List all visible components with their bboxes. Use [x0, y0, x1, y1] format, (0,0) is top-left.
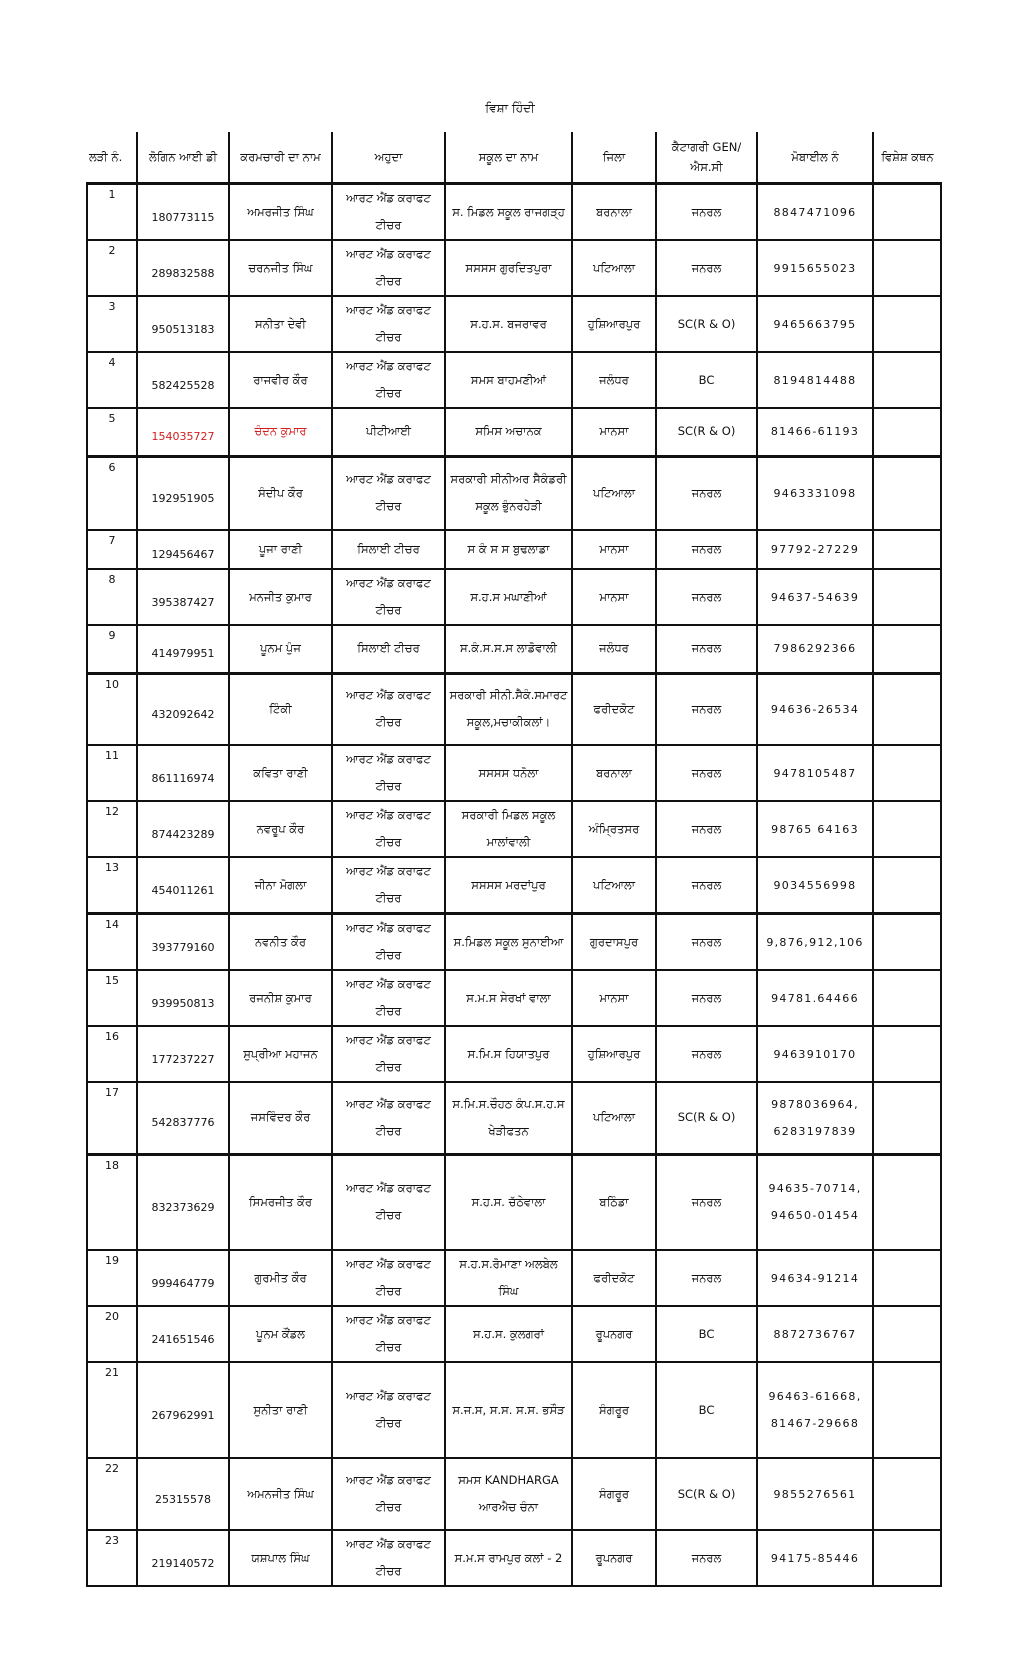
row-serial-number: 12 — [87, 801, 137, 857]
row-login-id: 874423289 — [137, 801, 229, 857]
row-login-id: 25315578 — [137, 1458, 229, 1530]
row-district: ਫਰੀਦਕੋਟ — [572, 1250, 656, 1306]
row-school-name: ਸ.ਜ.ਸ, ਸ.ਸ. ਸ.ਸ. ਭਸੌੜ — [445, 1362, 572, 1458]
row-employee-name: ਸਿਮਰਜੀਤ ਕੌਰ — [229, 1154, 332, 1250]
row-district: ਬਰਨਾਲਾ — [572, 745, 656, 801]
row-serial-number: 14 — [87, 914, 137, 971]
row-serial-number: 11 — [87, 745, 137, 801]
row-login-id: 939950813 — [137, 970, 229, 1026]
row-post: ਆਰਟ ਐਂਡ ਕਰਾਫਟ ਟੀਚਰ — [332, 914, 445, 971]
table-row — [87, 296, 941, 352]
row-login-id: 393779160 — [137, 914, 229, 971]
row-serial-number: 6 — [87, 456, 137, 530]
row-serial-number: 16 — [87, 1026, 137, 1082]
table-row — [87, 1306, 941, 1362]
row-school-name: ਸ.ਹ.ਸ. ਚੱਠੇਵਾਲਾ — [445, 1154, 572, 1250]
row-serial-number: 17 — [87, 1082, 137, 1154]
row-remarks — [873, 1154, 941, 1250]
row-district: ਹੁਸ਼ਿਆਰਪੁਰ — [572, 296, 656, 352]
row-serial-number: 8 — [87, 569, 137, 625]
row-district: ਜਲੰਧਰ — [572, 625, 656, 673]
row-category: ਜਨਰਲ — [656, 970, 757, 1026]
row-login-id: 861116974 — [137, 745, 229, 801]
table-row — [87, 530, 941, 569]
staff-table — [86, 132, 942, 1587]
row-district: ਬਠਿੰਡਾ — [572, 1154, 656, 1250]
row-login-id: 832373629 — [137, 1154, 229, 1250]
row-employee-name: ਅਮਰਜੀਤ ਸਿੰਘ — [229, 184, 332, 241]
row-category: ਜਨਰਲ — [656, 801, 757, 857]
row-mobile: 81466-61193 — [757, 408, 873, 456]
row-category: ਜਨਰਲ — [656, 240, 757, 296]
row-category: ਜਨਰਲ — [656, 1154, 757, 1250]
row-category: ਜਨਰਲ — [656, 625, 757, 673]
row-remarks — [873, 456, 941, 530]
row-category: ਜਨਰਲ — [656, 184, 757, 241]
row-post: ਆਰਟ ਐਂਡ ਕਰਾਫਟ ਟੀਚਰ — [332, 1362, 445, 1458]
row-mobile: 8847471096 — [757, 184, 873, 241]
row-school-name: ਸਸਸਸ ਗੁਰਦਿਤਪੁਰਾ — [445, 240, 572, 296]
row-remarks — [873, 1458, 941, 1530]
row-school-name: ਸਰਕਾਰੀ ਸੀਨੀਅਰ ਸੈਕੰਡਰੀ ਸਕੂਲ ਭੁੰਨਰਹੇੜੀ — [445, 456, 572, 530]
row-remarks — [873, 408, 941, 456]
row-remarks — [873, 1530, 941, 1586]
table-row — [87, 673, 941, 745]
header-employee-name: ਕਰਮਚਾਰੀ ਦਾ ਨਾਮ — [229, 132, 332, 184]
table-row — [87, 569, 941, 625]
row-employee-name: ਜਸਵਿੰਦਰ ਕੌਰ — [229, 1082, 332, 1154]
row-login-id: 154035727 — [137, 408, 229, 456]
row-serial-number: 23 — [87, 1530, 137, 1586]
row-post: ਆਰਟ ਐਂਡ ਕਰਾਫਟ ਟੀਚਰ — [332, 184, 445, 241]
row-post: ਆਰਟ ਐਂਡ ਕਰਾਫਟ ਟੀਚਰ — [332, 352, 445, 408]
row-school-name: ਸਮਿਸ ਅਚਾਨਕ — [445, 408, 572, 456]
row-employee-name: ਯਸ਼ਪਾਲ ਸਿੰਘ — [229, 1530, 332, 1586]
row-post: ਆਰਟ ਐਂਡ ਕਰਾਫਟ ਟੀਚਰ — [332, 970, 445, 1026]
row-category: ਜਨਰਲ — [656, 569, 757, 625]
row-mobile: 8194814488 — [757, 352, 873, 408]
row-mobile: 9878036964, 6283197839 — [757, 1082, 873, 1154]
row-employee-name: ਰਾਜਵੀਰ ਕੌਰ — [229, 352, 332, 408]
row-remarks — [873, 1306, 941, 1362]
table-row — [87, 1082, 941, 1154]
row-mobile: 9463331098 — [757, 456, 873, 530]
row-district: ਸੰਗਰੂਰ — [572, 1362, 656, 1458]
row-category: ਜਨਰਲ — [656, 914, 757, 971]
row-login-id: 999464779 — [137, 1250, 229, 1306]
row-remarks — [873, 1362, 941, 1458]
row-employee-name: ਪੂਨਮ ਕੌਂਡਲ — [229, 1306, 332, 1362]
row-serial-number: 13 — [87, 857, 137, 914]
row-category: SC(R & O) — [656, 1458, 757, 1530]
table-row — [87, 745, 941, 801]
row-post: ਆਰਟ ਐਂਡ ਕਰਾਫਟ ਟੀਚਰ — [332, 240, 445, 296]
row-employee-name: ਨਵਰੂਪ ਕੌਰ — [229, 801, 332, 857]
row-category: ਜਨਰਲ — [656, 1026, 757, 1082]
row-post: ਆਰਟ ਐਂਡ ਕਰਾਫਟ ਟੀਚਰ — [332, 1250, 445, 1306]
row-post: ਸਿਲਾਈ ਟੀਚਰ — [332, 625, 445, 673]
row-serial-number: 10 — [87, 673, 137, 745]
row-login-id: 177237227 — [137, 1026, 229, 1082]
row-category: SC(R & O) — [656, 1082, 757, 1154]
row-school-name: ਸ.ਹ.ਸ. ਕੁਲਗਰਾਂ — [445, 1306, 572, 1362]
row-login-id: 414979951 — [137, 625, 229, 673]
row-post: ਆਰਟ ਐਂਡ ਕਰਾਫਟ ਟੀਚਰ — [332, 745, 445, 801]
header-mobile: ਮੋਬਾਈਲ ਨੰ — [757, 132, 873, 184]
table-row — [87, 1250, 941, 1306]
row-remarks — [873, 1082, 941, 1154]
header-school-name: ਸਕੂਲ ਦਾ ਨਾਮ — [445, 132, 572, 184]
header-serial-number: ਲੜੀ ਨੰ. — [87, 132, 137, 184]
row-school-name: ਸ.ਮ.ਸ ਰਾਮਪੁਰ ਕਲਾਂ - 2 — [445, 1530, 572, 1586]
row-login-id: 395387427 — [137, 569, 229, 625]
row-mobile: 94635-70714, 94650-01454 — [757, 1154, 873, 1250]
row-employee-name: ਚੰਦਨ ਕੁਮਾਰ — [229, 408, 332, 456]
row-remarks — [873, 857, 941, 914]
header-post: ਅਹੁਦਾ — [332, 132, 445, 184]
row-post: ਸਿਲਾਈ ਟੀਚਰ — [332, 530, 445, 569]
row-mobile: 9915655023 — [757, 240, 873, 296]
row-employee-name: ਪੂਨਮ ਪੁੰਜ — [229, 625, 332, 673]
row-remarks — [873, 745, 941, 801]
row-district: ਅੰਮ੍ਰਿਤਸਰ — [572, 801, 656, 857]
table-row — [87, 970, 941, 1026]
row-mobile: 7986292366 — [757, 625, 873, 673]
row-login-id: 192951905 — [137, 456, 229, 530]
row-district: ਮਾਨਸਾ — [572, 970, 656, 1026]
row-mobile: 96463-61668, 81467-29668 — [757, 1362, 873, 1458]
table-row — [87, 456, 941, 530]
row-school-name: ਸ.ਹ.ਸ. ਬਜਰਾਵਰ — [445, 296, 572, 352]
row-district: ਮਾਨਸਾ — [572, 569, 656, 625]
row-employee-name: ਮਨਜੀਤ ਕੁਮਾਰ — [229, 569, 332, 625]
row-serial-number: 18 — [87, 1154, 137, 1250]
row-employee-name: ਸਨੀਤਾ ਦੇਵੀ — [229, 296, 332, 352]
row-remarks — [873, 1250, 941, 1306]
row-employee-name: ਪੂਜਾ ਰਾਣੀ — [229, 530, 332, 569]
table-row — [87, 914, 941, 971]
row-school-name: ਸ ਕੰ ਸ ਸ ਬੁਢਲਾਡਾ — [445, 530, 572, 569]
row-category: ਜਨਰਲ — [656, 1530, 757, 1586]
row-category: BC — [656, 1362, 757, 1458]
row-employee-name: ਸੁਨੀਤਾ ਰਾਣੀ — [229, 1362, 332, 1458]
row-employee-name: ਟਿੰਕੀ — [229, 673, 332, 745]
row-serial-number: 19 — [87, 1250, 137, 1306]
row-remarks — [873, 240, 941, 296]
row-mobile: 97792-27229 — [757, 530, 873, 569]
row-login-id: 129456467 — [137, 530, 229, 569]
row-category: ਜਨਰਲ — [656, 456, 757, 530]
row-school-name: ਸਮਸ KANDHARGA ਆਰਐਚ ਚੰਨਾ — [445, 1458, 572, 1530]
row-district: ਪਟਿਆਲਾ — [572, 456, 656, 530]
row-remarks — [873, 970, 941, 1026]
row-mobile: 94636-26534 — [757, 673, 873, 745]
row-post: ਆਰਟ ਐਂਡ ਕਰਾਫਟ ਟੀਚਰ — [332, 569, 445, 625]
row-serial-number: 22 — [87, 1458, 137, 1530]
row-post: ਆਰਟ ਐਂਡ ਕਰਾਫਟ ਟੀਚਰ — [332, 1082, 445, 1154]
row-category: ਜਨਰਲ — [656, 530, 757, 569]
row-post: ਆਰਟ ਐਂਡ ਕਰਾਫਟ ਟੀਚਰ — [332, 1154, 445, 1250]
row-employee-name: ਰਜਨੀਸ਼ ਕੁਮਾਰ — [229, 970, 332, 1026]
row-employee-name: ਅਮਨਜੀਤ ਸਿੰਘ — [229, 1458, 332, 1530]
row-school-name: ਸ.ਮਿ.ਸ ਹਿਯਾਤਪੁਰ — [445, 1026, 572, 1082]
row-employee-name: ਚਰਨਜੀਤ ਸਿੰਘ — [229, 240, 332, 296]
row-district: ਹੁਸ਼ਿਆਰਪੁਰ — [572, 1026, 656, 1082]
row-post: ਆਰਟ ਐਂਡ ਕਰਾਫਟ ਟੀਚਰ — [332, 456, 445, 530]
row-post: ਪੀਟੀਆਈ — [332, 408, 445, 456]
row-school-name: ਸਸਸਸ ਮਰਦਾਂਪੁਰ — [445, 857, 572, 914]
row-serial-number: 2 — [87, 240, 137, 296]
row-school-name: ਸ. ਮਿਡਲ ਸਕੂਲ ਰਾਜਗੜ੍ਹ — [445, 184, 572, 241]
table-row — [87, 625, 941, 673]
row-mobile: 9034556998 — [757, 857, 873, 914]
row-serial-number: 3 — [87, 296, 137, 352]
row-serial-number: 9 — [87, 625, 137, 673]
row-mobile: 9465663795 — [757, 296, 873, 352]
row-employee-name: ਸੁਪ੍ਰੀਆ ਮਹਾਜਨ — [229, 1026, 332, 1082]
row-post: ਆਰਟ ਐਂਡ ਕਰਾਫਟ ਟੀਚਰ — [332, 1026, 445, 1082]
header-district: ਜਿਲਾ — [572, 132, 656, 184]
row-remarks — [873, 625, 941, 673]
row-mobile: 8872736767 — [757, 1306, 873, 1362]
row-login-id: 241651546 — [137, 1306, 229, 1362]
row-category: ਜਨਰਲ — [656, 673, 757, 745]
table-row — [87, 1362, 941, 1458]
row-district: ਪਟਿਆਲਾ — [572, 857, 656, 914]
row-login-id: 267962991 — [137, 1362, 229, 1458]
row-remarks — [873, 569, 941, 625]
row-category: BC — [656, 352, 757, 408]
table-row — [87, 408, 941, 456]
header-login-id: ਲੋਗਿਨ ਆਈ ਡੀ — [137, 132, 229, 184]
row-employee-name: ਕਵਿਤਾ ਰਾਣੀ — [229, 745, 332, 801]
row-employee-name: ਜੀਨਾ ਮੋਗਲਾ — [229, 857, 332, 914]
row-district: ਰੂਪਨਗਰ — [572, 1306, 656, 1362]
row-district: ਫਰੀਦਕੋਟ — [572, 673, 656, 745]
row-post: ਆਰਟ ਐਂਡ ਕਰਾਫਟ ਟੀਚਰ — [332, 1306, 445, 1362]
header-category: ਕੈਟਾਗਰੀ GEN/ਐਸ.ਸੀ — [656, 132, 757, 184]
row-school-name: ਸਰਕਾਰੀ ਮਿਡਲ ਸਕੂਲ ਮਾਲਾਂਵਾਲੀ — [445, 801, 572, 857]
table-row — [87, 184, 941, 241]
row-category: SC(R & O) — [656, 408, 757, 456]
table-row — [87, 857, 941, 914]
row-school-name: ਸ.ਮਿਡਲ ਸਕੂਲ ਸੁਨਾਈਆ — [445, 914, 572, 971]
row-mobile: 94637-54639 — [757, 569, 873, 625]
row-mobile: 94175-85446 — [757, 1530, 873, 1586]
row-district: ਮਾਨਸਾ — [572, 530, 656, 569]
row-district: ਸੰਗਰੂਰ — [572, 1458, 656, 1530]
row-remarks — [873, 296, 941, 352]
row-employee-name: ਨਵਨੀਤ ਕੌਰ — [229, 914, 332, 971]
row-school-name: ਸਰਕਾਰੀ ਸੀਨੀ.ਸੈਕੰ.ਸਮਾਰਟ ਸਕੂਲ,ਮਚਾਕੀਕਲਾਂ। — [445, 673, 572, 745]
row-mobile: 9,876,912,106 — [757, 914, 873, 971]
table-row — [87, 352, 941, 408]
row-post: ਆਰਟ ਐਂਡ ਕਰਾਫਟ ਟੀਚਰ — [332, 673, 445, 745]
row-school-name: ਸ.ਹ.ਸ.ਰੋਮਾਣਾ ਅਲਬੇਲ ਸਿੰਘ — [445, 1250, 572, 1306]
table-header-row — [87, 132, 941, 184]
row-employee-name: ਸੰਦੀਪ ਕੌਰ — [229, 456, 332, 530]
row-remarks — [873, 914, 941, 971]
row-remarks — [873, 1026, 941, 1082]
row-district: ਗੁਰਦਾਸਪੁਰ — [572, 914, 656, 971]
table-row — [87, 1530, 941, 1586]
row-login-id: 582425528 — [137, 352, 229, 408]
row-district: ਜਲੰਧਰ — [572, 352, 656, 408]
row-mobile: 9855276561 — [757, 1458, 873, 1530]
row-mobile: 94781.64466 — [757, 970, 873, 1026]
row-serial-number: 21 — [87, 1362, 137, 1458]
row-district: ਬਰਨਾਲਾ — [572, 184, 656, 241]
row-post: ਆਰਟ ਐਂਡ ਕਰਾਫਟ ਟੀਚਰ — [332, 857, 445, 914]
row-school-name: ਸਸਸਸ ਧਨੋਲਾ — [445, 745, 572, 801]
row-category: ਜਨਰਲ — [656, 745, 757, 801]
row-post: ਆਰਟ ਐਂਡ ਕਰਾਫਟ ਟੀਚਰ — [332, 296, 445, 352]
row-employee-name: ਗੁਰਮੀਤ ਕੌਰ — [229, 1250, 332, 1306]
row-login-id: 542837776 — [137, 1082, 229, 1154]
row-login-id: 180773115 — [137, 184, 229, 241]
row-remarks — [873, 184, 941, 241]
row-school-name: ਸਮਸ ਬਾਹਮਣੀਆਂ — [445, 352, 572, 408]
row-remarks — [873, 801, 941, 857]
table-row — [87, 1458, 941, 1530]
table-row — [87, 801, 941, 857]
row-school-name: ਸ.ਮ.ਸ ਸੇਰਖਾਂ ਵਾਲਾ — [445, 970, 572, 1026]
row-serial-number: 7 — [87, 530, 137, 569]
row-school-name: ਸ.ਮਿ.ਸ.ਚੌਹਠ ਕੰਪ.ਸ.ਹ.ਸ ਖੇੜੀਫਤਨ — [445, 1082, 572, 1154]
row-mobile: 9478105487 — [757, 745, 873, 801]
row-remarks — [873, 352, 941, 408]
row-category: BC — [656, 1306, 757, 1362]
row-mobile: 98765 64163 — [757, 801, 873, 857]
row-category: ਜਨਰਲ — [656, 1250, 757, 1306]
row-login-id: 950513183 — [137, 296, 229, 352]
row-serial-number: 4 — [87, 352, 137, 408]
row-remarks — [873, 530, 941, 569]
row-district: ਪਟਿਆਲਾ — [572, 1082, 656, 1154]
row-post: ਆਰਟ ਐਂਡ ਕਰਾਫਟ ਟੀਚਰ — [332, 1458, 445, 1530]
row-serial-number: 15 — [87, 970, 137, 1026]
row-login-id: 432092642 — [137, 673, 229, 745]
row-post: ਆਰਟ ਐਂਡ ਕਰਾਫਟ ਟੀਚਰ — [332, 1530, 445, 1586]
document-title: ਵਿਸ਼ਾ ਹਿੰਦੀ — [485, 101, 535, 115]
row-district: ਰੂਪਨਗਰ — [572, 1530, 656, 1586]
row-login-id: 289832588 — [137, 240, 229, 296]
row-district: ਪਟਿਆਲਾ — [572, 240, 656, 296]
row-category: SC(R & O) — [656, 296, 757, 352]
row-school-name: ਸ.ਹ.ਸ ਮਘਾਣੀਆਂ — [445, 569, 572, 625]
row-remarks — [873, 673, 941, 745]
row-serial-number: 1 — [87, 184, 137, 241]
table-row — [87, 1154, 941, 1250]
row-district: ਮਾਨਸਾ — [572, 408, 656, 456]
table-row — [87, 240, 941, 296]
table-row — [87, 1026, 941, 1082]
row-category: ਜਨਰਲ — [656, 857, 757, 914]
header-remarks: ਵਿਸ਼ੇਸ਼ ਕਥਨ — [873, 132, 941, 184]
row-school-name: ਸ.ਕੰ.ਸ.ਸ.ਸ ਲਾਡੋਵਾਲੀ — [445, 625, 572, 673]
row-mobile: 9463910170 — [757, 1026, 873, 1082]
row-serial-number: 20 — [87, 1306, 137, 1362]
row-post: ਆਰਟ ਐਂਡ ਕਰਾਫਟ ਟੀਚਰ — [332, 801, 445, 857]
row-mobile: 94634-91214 — [757, 1250, 873, 1306]
row-login-id: 219140572 — [137, 1530, 229, 1586]
row-login-id: 454011261 — [137, 857, 229, 914]
row-serial-number: 5 — [87, 408, 137, 456]
